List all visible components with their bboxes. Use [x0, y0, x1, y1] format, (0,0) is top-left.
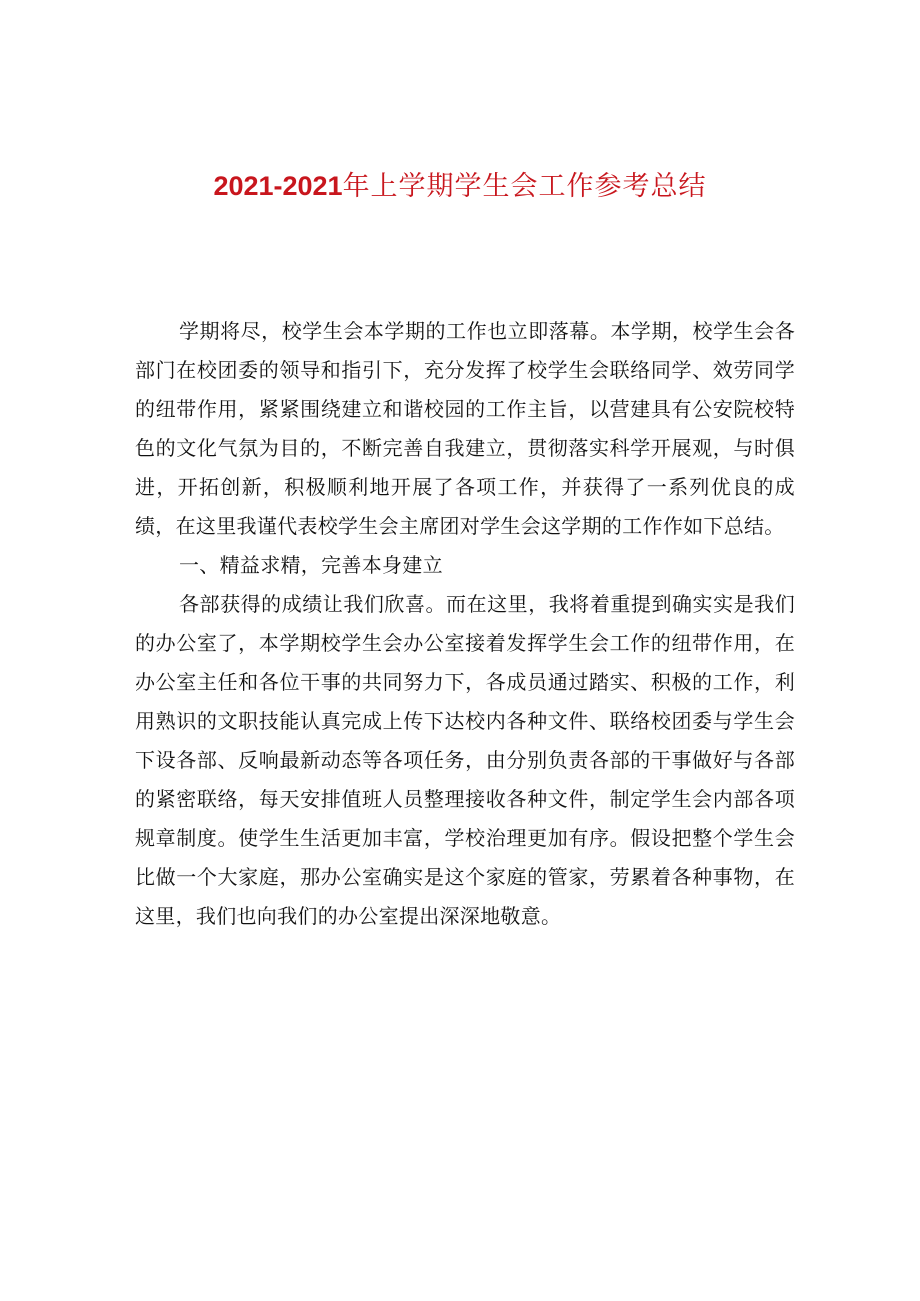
- paragraph-intro: 学期将尽，校学生会本学期的工作也立即落幕。本学期，校学生会各部门在校团委的领导和指引下，充分发挥了校学生会联络同学、效劳同学的纽带作用，紧紧围绕建立和谐校园的工作主旨，以营建具有公安院校特色的文化气氛为目的，不断完善自我建立，贯彻落实科学开展观，与时俱进，开拓创新，积极顺利地开展了各项工作，并获得了一系列优良的成绩，在这里我谨代表校学生会主席团对学生会这学期的工作作如下总结。: [135, 319, 795, 538]
- document-body: [135, 312, 795, 936]
- paragraph-office: 各部获得的成绩让我们欣喜。而在这里，我将着重提到确实实是我们的办公室了，本学期校学生会办公室接着发挥学生会工作的纽带作用，在办公室主任和各位干事的共同努力下，各成员通过踏实、积极的工作，利用熟识的文职技能认真完成上传下达校内各种文件、联络校团委与学生会下设各部、反响最新动态等各项任务，由分别负责各部的干事做好与各部的紧密联络，每天安排值班人员整理接收各种文件，制定学生会内部各项规章制度。使学生生活更加丰富，学校治理更加有序。假设把整个学生会比做一个大家庭，那办公室确实是这个家庭的管家，劳累着各种事物，在这里，我们也向我们的办公室提出深深地敬意。: [135, 592, 795, 928]
- title-year: 2021-2021: [213, 171, 343, 201]
- document-title: [0, 166, 920, 207]
- title-text: 年上学期学生会工作参考总结: [342, 171, 707, 202]
- section-heading: 一、精益求精，完善本身建立: [179, 553, 443, 577]
